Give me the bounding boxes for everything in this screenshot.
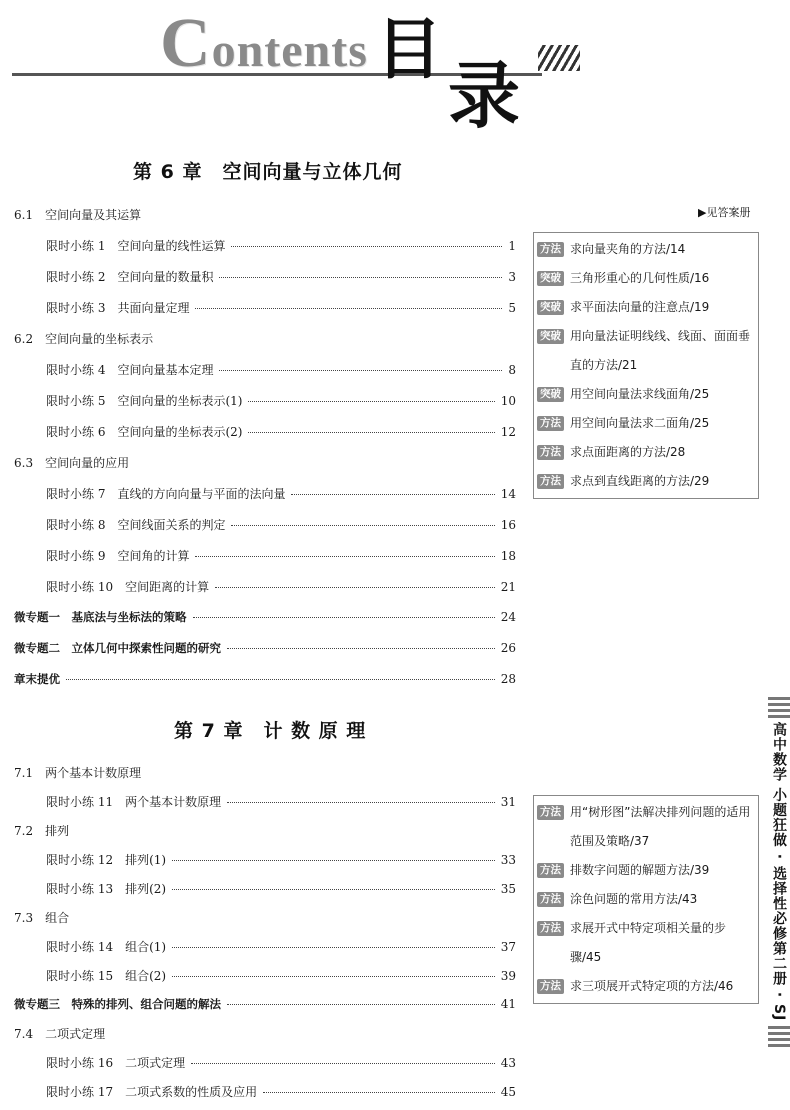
dot-leader — [172, 889, 495, 890]
dot-leader — [291, 494, 494, 495]
method-tag-badge: 方法 — [537, 416, 564, 431]
toc-special-item — [14, 609, 516, 629]
dot-leader — [263, 1092, 495, 1093]
banner-stripe-bottom — [768, 1025, 790, 1047]
toc-item-label: 限时小练 12 排列(1) — [46, 853, 167, 867]
section-heading: 6.1 空间向量及其运算 — [14, 208, 142, 222]
toc-item — [46, 547, 516, 567]
method-item-text: 涂色问题的常用方法/43 — [570, 892, 698, 906]
method-tag-badge: 方法 — [537, 242, 564, 257]
method-item — [537, 972, 752, 1001]
toc-item-page: 24 — [500, 610, 516, 624]
toc-item-label: 限时小练 16 二项式定理 — [46, 1056, 186, 1070]
section-heading: 7.4 二项式定理 — [14, 1027, 106, 1041]
toc-item-label: 限时小练 6 空间向量的坐标表示(2) — [46, 425, 243, 439]
section-heading: 7.1 两个基本计数原理 — [14, 766, 142, 780]
method-tag-badge: 突破 — [537, 300, 564, 315]
method-tag-badge: 方法 — [537, 445, 564, 460]
method-item-text: 用空间向量法求二面角/25 — [570, 416, 710, 430]
toc-item — [46, 880, 516, 900]
toc-item-label: 限时小练 3 共面向量定理 — [46, 301, 190, 315]
dot-leader — [219, 277, 502, 278]
toc-item-page: 14 — [500, 487, 516, 501]
method-item — [537, 380, 752, 409]
toc-item-label: 微专题三 特殊的排列、组合问题的解法 — [14, 997, 221, 1011]
toc-item — [46, 268, 516, 288]
toc-item-page: 45 — [500, 1085, 516, 1099]
method-item-text: 求平面法向量的注意点/19 — [570, 300, 710, 314]
dot-leader — [219, 370, 502, 371]
method-tag-badge: 方法 — [537, 979, 564, 994]
toc-item — [46, 392, 516, 412]
toc-item-label: 限时小练 11 两个基本计数原理 — [46, 795, 222, 809]
dot-leader — [227, 802, 495, 803]
method-item-text: 求向量夹角的方法/14 — [570, 242, 686, 256]
method-tag-badge: 方法 — [537, 921, 564, 936]
chapter-7-title: 第 7 章 计 数 原 理 — [174, 720, 367, 742]
section-heading: 7.2 排列 — [14, 824, 70, 838]
toc-item — [46, 967, 516, 987]
dot-leader — [66, 679, 495, 680]
toc-item — [46, 516, 516, 536]
dot-leader — [227, 648, 495, 649]
method-tag-badge: 方法 — [537, 805, 564, 820]
method-tag-badge: 方法 — [537, 474, 564, 489]
method-item — [537, 322, 752, 380]
toc-item-page: 1 — [508, 239, 516, 253]
dot-leader — [191, 1063, 495, 1064]
toc-item-page: 8 — [508, 363, 516, 377]
toc-item-page: 43 — [500, 1056, 516, 1070]
method-item — [537, 798, 752, 856]
toc-item — [46, 423, 516, 443]
method-item — [537, 293, 752, 322]
toc-item-label: 限时小练 14 组合(1) — [46, 940, 167, 954]
toc-item-label: 章末提优 — [14, 672, 60, 686]
toc-item-page: 18 — [500, 549, 516, 563]
method-tag-badge: 突破 — [537, 329, 564, 344]
method-item — [537, 467, 752, 496]
toc-item-page: 41 — [500, 997, 516, 1011]
method-item-text: 求展开式中特定项相关量的步骤/45 — [570, 921, 727, 964]
method-item-text: 用“树形图”法解决排列问题的适用范围及策略/37 — [570, 805, 751, 848]
toc-item-label: 限时小练 7 直线的方向向量与平面的法向量 — [46, 487, 286, 501]
method-tag-badge: 突破 — [537, 387, 564, 402]
dot-leader — [195, 556, 494, 557]
toc-item-page: 3 — [508, 270, 516, 284]
mulu-char-1: 目 — [376, 11, 442, 88]
dot-leader — [172, 976, 495, 977]
toc-item-label: 限时小练 9 空间角的计算 — [46, 549, 190, 563]
side-banner-text: 高中数学 小题狂做 · 选择性必修第二册 · SJ — [771, 722, 787, 1022]
section-heading: 7.3 组合 — [14, 911, 70, 925]
toc-item-page: 21 — [500, 580, 516, 594]
mulu-char-2: 录 — [448, 54, 521, 138]
toc-item — [46, 851, 516, 871]
method-item — [537, 235, 752, 264]
page-header — [0, 0, 790, 138]
toc-item — [46, 361, 516, 381]
toc-item-label: 限时小练 4 空间向量基本定理 — [46, 363, 214, 377]
toc-special-item — [14, 996, 516, 1016]
toc-item-label: 限时小练 15 组合(2) — [46, 969, 167, 983]
toc-item — [46, 1054, 516, 1074]
method-item-text: 求点到直线距离的方法/29 — [570, 474, 710, 488]
method-item — [537, 264, 752, 293]
toc-item-page: 37 — [500, 940, 516, 954]
toc-item-label: 限时小练 1 空间向量的线性运算 — [46, 239, 226, 253]
banner-stripe-top — [768, 696, 790, 718]
section-heading: 6.3 空间向量的应用 — [14, 456, 130, 470]
toc-item-page: 28 — [500, 672, 516, 686]
section-heading: 6.2 空间向量的坐标表示 — [14, 332, 154, 346]
method-tag-badge: 方法 — [537, 892, 564, 907]
method-item — [537, 914, 752, 972]
method-item-text: 求三项展开式特定项的方法/46 — [570, 979, 734, 993]
method-item — [537, 438, 752, 467]
toc-item — [46, 485, 516, 505]
toc-item-page: 39 — [500, 969, 516, 983]
dot-leader — [231, 525, 494, 526]
toc-item — [46, 578, 516, 598]
toc-item-page: 10 — [500, 394, 516, 408]
toc-item-label: 限时小练 17 二项式系数的性质及应用 — [46, 1085, 258, 1099]
method-item-text: 求点面距离的方法/28 — [570, 445, 686, 459]
method-item-text: 用向量法证明线线、线面、面面垂直的方法/21 — [570, 329, 751, 372]
dot-leader — [172, 947, 495, 948]
toc-item-label: 微专题一 基底法与坐标法的策略 — [14, 610, 187, 624]
toc-item-page: 33 — [500, 853, 516, 867]
toc-item-page: 31 — [500, 795, 516, 809]
toc-item — [46, 793, 516, 813]
dot-leader — [215, 587, 495, 588]
toc-item-page: 26 — [500, 641, 516, 655]
toc-item — [46, 299, 516, 319]
method-item — [537, 856, 752, 885]
toc-item — [46, 237, 516, 257]
method-tag-badge: 突破 — [537, 271, 564, 286]
toc-item-label: 限时小练 13 排列(2) — [46, 882, 167, 896]
toc-item — [46, 1083, 516, 1103]
toc-item-page: 5 — [508, 301, 516, 315]
toc-item-label: 微专题二 立体几何中探索性问题的研究 — [14, 641, 221, 655]
method-tag-badge: 方法 — [537, 863, 564, 878]
toc-item-label: 限时小练 5 空间向量的坐标表示(1) — [46, 394, 243, 408]
contents-word: Contents — [160, 5, 368, 82]
header-stripes — [538, 45, 580, 71]
side-banner — [768, 696, 790, 1078]
toc-special-item — [14, 671, 516, 691]
toc-item-page: 16 — [500, 518, 516, 532]
toc-item-page: 35 — [500, 882, 516, 896]
method-item-text: 排数字问题的解题方法/39 — [570, 863, 710, 877]
toc-item — [46, 938, 516, 958]
method-item-text: 三角形重心的几何性质/16 — [570, 271, 710, 285]
answer-note: ▶见答案册 — [698, 206, 751, 219]
dot-leader — [193, 617, 495, 618]
toc-item-page: 12 — [500, 425, 516, 439]
dot-leader — [195, 308, 502, 309]
chapter-6-title: 第 6 章 空间向量与立体几何 — [133, 161, 403, 183]
chapter-6-method-box — [533, 232, 759, 499]
dot-leader — [172, 860, 495, 861]
dot-leader — [248, 401, 494, 402]
toc-item-label: 限时小练 10 空间距离的计算 — [46, 580, 210, 594]
method-item — [537, 409, 752, 438]
method-item — [537, 885, 752, 914]
dot-leader — [227, 1004, 495, 1005]
dot-leader — [248, 432, 494, 433]
chapter-7-method-box — [533, 795, 759, 1004]
method-item-text: 用空间向量法求线面角/25 — [570, 387, 710, 401]
dot-leader — [231, 246, 502, 247]
toc-item-label: 限时小练 8 空间线面关系的判定 — [46, 518, 226, 532]
toc-item-label: 限时小练 2 空间向量的数量积 — [46, 270, 214, 284]
toc-special-item — [14, 640, 516, 660]
